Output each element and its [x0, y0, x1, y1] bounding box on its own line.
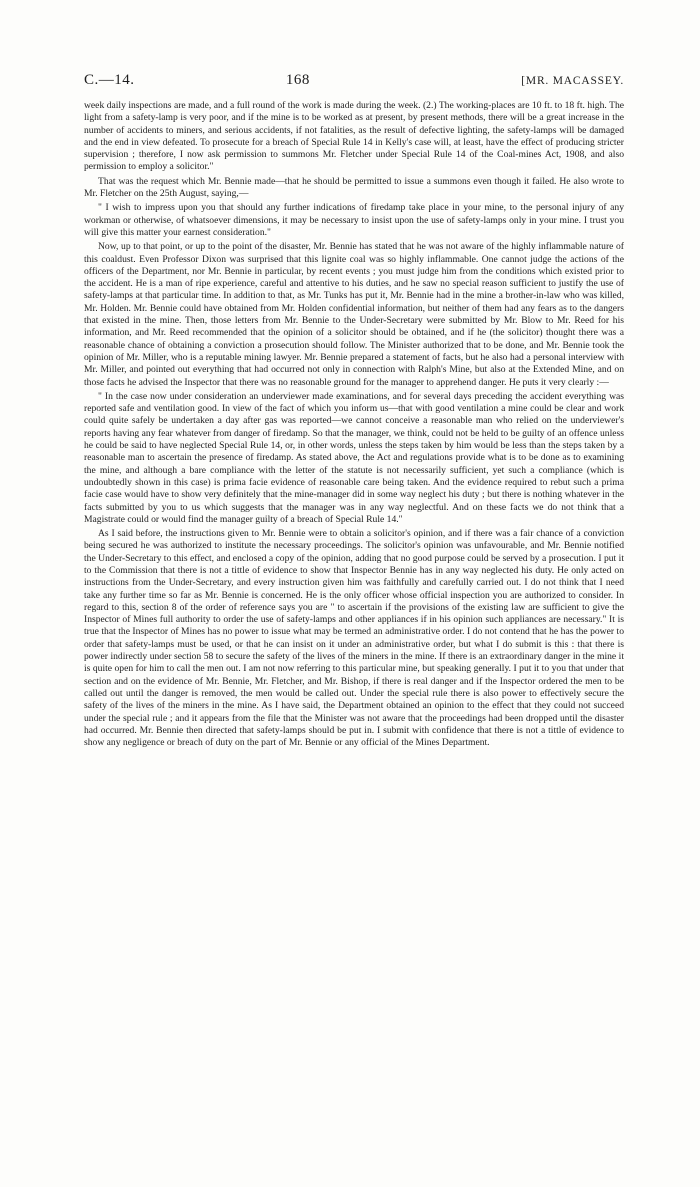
- paragraph-continued: week daily inspections are made, and a full round of the work is made during the week. (2.) The working-places are 10 ft. to 18 ft. high. The light from a safety-lamp is very poor, and if the mine is to be worked as at present, by present methods, there will be a great increase in the number of accidents to miners, and serious accidents, if not fatalities, as the result of defective lighting, the safety-lamps will be damaged and the end in view defeated. To prosecute for a breach of Special Rule 14 in Kelly's case will, at least, have the effect of producing stricter supervision ; therefore, I now ask permission to summons Mr. Fletcher under Special Rule 14 of the Coal-mines Act, 1908, and also permission to employ a solicitor.": [84, 100, 624, 173]
- paragraph: That was the request which Mr. Bennie made—that he should be permitted to issue a summons even though it failed. He also wrote to Mr. Fletcher on the 25th August, saying,—: [84, 175, 624, 200]
- quoted-opinion: " In the case now under consideration an underviewer made examinations, and for several days preceding the accident everything was reported safe and ventilation good. In view of the fact of which you inform us—that with good ventilation a mine could be clear and work could quite safely be undertaken a day after gas was reported—we cannot conceive a reasonable man who relied on the underviewer's reports having any fear whatever from danger of firedamp. So that the manager, we think, could not be held to be guilty of an offence unless he could be said to have neglected Special Rule 14, or, in other words, unless the steps taken by him would be less than the steps taken by a reasonable man to ascertain the presence of firedamp. As stated above, the Act and regulations provide what is to be done as to examining the mine, and although a bare compliance with the letter of the statute is not necessarily sufficient, yet such a compliance (which is undoubtedly shown in this case) is prima facie evidence of reasonable care being taken. And the evidence required to rebut such a prima facie case would have to show very definitely that the mine-manager did in some way neglect his duty ; but there is nothing whatever in the facts submitted by you to us which suggests that the manager was in any way neglectful. And on these facts we do not think that a Magistrate could or would find the manager guilty of a breach of Special Rule 14.": [84, 390, 624, 525]
- quoted-letter: " I wish to impress upon you that should any further indications of firedamp take place in your mine, to the personal injury of any workman or otherwise, of whatsoever dimensions, it may be necessary to insist upon the use of safety-lamps only in your mine. I trust you will give this matter your earnest consideration.": [84, 202, 624, 238]
- page-number: 168: [285, 72, 310, 88]
- paragraph: Now, up to that point, or up to the point of the disaster, Mr. Bennie has stated that he was not aware of the highly inflammable nature of this coaldust. Even Professor Dixon was surprised that this lignite coal was so highly inflammable. One cannot judge the actions of the officers of the Department, nor Mr. Bennie in particular, by recent events ; you must judge him from the conditions which existed prior to the accident. He is a man of ripe experience, careful and attentive to his duties, and he saw no special reason sufficient to justify the use of safety-lamps at that particular time. In addition to that, as Mr. Tunks has put it, Mr. Bennie had in the mine a brother-in-law who was killed, Mr. Holden. Mr. Bennie could have obtained from Mr. Holden confidential information, but neither of them had any fears as to the dangers that existed in the mine. Then, those letters from Mr. Bennie to the Under-Secretary were submitted by Mr. Blow to Mr. Reed for his information, and Mr. Reed recommended that the opinion of a solicitor should be obtained, and if he (the solicitor) thought there was a reasonable chance of obtaining a conviction a prosecution should follow. The Minister authorized that to be done, and Mr. Bennie took the opinion of Mr. Miller, who is a reputable mining lawyer. Mr. Bennie prepared a statement of facts, but he also had a personal interview with Mr. Miller, and pointed out everything that had occurred not only in connection with Ralph's Mine, but also at the Extended Mine, and on those facts he advised the Inspector that there was no reasonable ground for the manager to apprehend danger. He puts it very clearly :—: [84, 241, 624, 388]
- document-reference: C.—14.: [84, 72, 135, 88]
- speaker-label: [MR. MACASSEY.: [521, 75, 624, 87]
- document-page: [84, 72, 624, 751]
- paragraph: As I said before, the instructions given to Mr. Bennie were to obtain a solicitor's opinion, and if there was a fair chance of a conviction being secured he was authorized to institute the necessary proceedings. The solicitor's opinion was unfavourable, and Mr. Bennie notified the Under-Secretary to this effect, and enclosed a copy of the opinion, adding that no good purpose could be served by a prosecution. I put it to the Commission that there is not a tittle of evidence to show that Inspector Bennie has in any way neglected his duty. He only acted on instructions from the Under-Secretary, and every instruction given him was faithfully and carefully carried out. I do not think that I need take any further time so far as Mr. Bennie is concerned. He is the only officer whose official inspection you are authorized to consider. In regard to this, section 8 of the order of reference says you are " to ascertain if the provisions of the existing law are sufficient to give the Inspector of Mines full authority to order the use of safety-lamps and other appliances if in his opinion such appliances are necessary." It is true that the Inspector of Mines has no power to issue what may be termed an administrative order. I do not contend that he has the power to order that safety-lamps must be used, or that he can insist on it under an administrative order, but what I do submit is this : that there is power indirectly under section 58 to secure the safety of the lives of the miners in the mine. If there is an extraordinary danger in the mine it is quite open for him to call the men out. I am not now referring to this particular mine, but speaking generally. I put it to you that under that section and on the evidence of Mr. Bennie, Mr. Fletcher, and Mr. Bishop, if there is real danger and if the Inspector ordered the men to be called out until the danger is removed, the men would be called out. Under the special rule there is also power to effectively secure the safety of the lives of the miners in the mine. As I have said, the Department obtained an opinion to the effect that they could not succeed under the special rule ; and it appears from the file that the Minister was not aware that the proceedings had been dropped until the disaster had occurred. Mr. Bennie then directed that safety-lamps should be put in. I submit with confidence that there is not a tittle of evidence to show any negligence or breach of duty on the part of Mr. Bennie or any official of the Mines Department.: [84, 528, 624, 749]
- page-header: [84, 72, 624, 98]
- document-body: [84, 100, 624, 749]
